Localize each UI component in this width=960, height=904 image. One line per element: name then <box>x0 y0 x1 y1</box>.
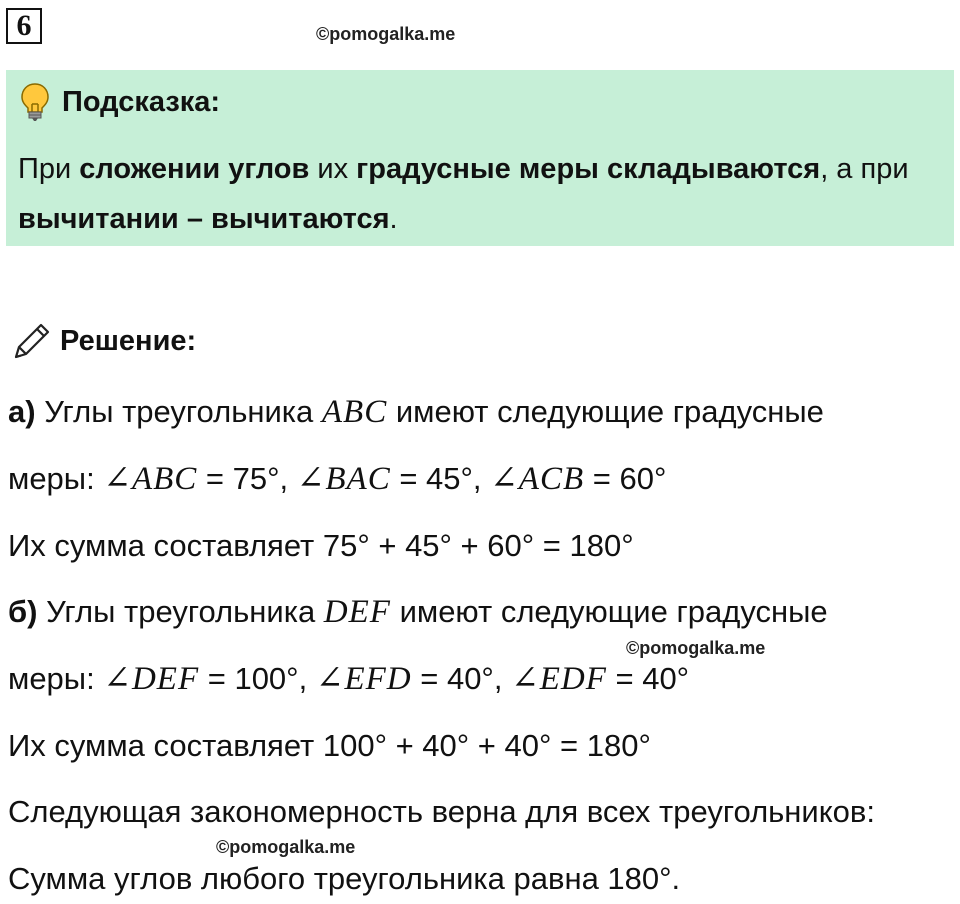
angle-name: ∠EFD <box>315 661 412 697</box>
conclusion-line-1: Следующая закономерность верна для всех треугольников: <box>8 794 875 829</box>
text: Углы треугольника <box>35 394 322 429</box>
lightbulb-icon <box>20 82 50 122</box>
watermark: ©pomogalka.me <box>216 837 356 857</box>
hint-text <box>18 144 938 244</box>
watermark: ©pomogalka.me <box>626 638 766 658</box>
part-a-intro <box>8 392 824 432</box>
hint-text-segment-bold: сложении углов <box>79 153 310 185</box>
part-b-measures <box>8 659 689 699</box>
part-b-intro <box>8 592 828 632</box>
hint-text-segment: . <box>389 203 398 235</box>
text: имеют следующие градусные <box>387 394 824 429</box>
part-b-label: б) <box>8 594 38 629</box>
part-a-label: а) <box>8 394 36 429</box>
solution-title: Решение: <box>60 324 197 357</box>
angle-value: = 40°, <box>411 661 512 696</box>
hint-text-segment: их <box>309 153 357 185</box>
hint-title: Подсказка: <box>62 85 221 118</box>
angle-name: ∠DEF <box>103 661 200 697</box>
angle-name: ∠EDF <box>511 661 607 697</box>
pencil-icon <box>10 319 54 363</box>
angle-name: ∠ACB <box>490 461 585 497</box>
conclusion-line-2: Сумма углов любого треугольника равна 180°. <box>8 861 681 896</box>
triangle-name: ABC <box>321 394 388 430</box>
angle-name: ∠ABC <box>103 461 198 497</box>
angle-value: = 60° <box>584 461 667 496</box>
angle-value: = 40° <box>606 661 690 696</box>
hint-text-segment-bold: вычитании – вычитаются <box>18 203 390 235</box>
hint-text-segment: При <box>18 153 80 185</box>
task-number-box: 6 <box>6 8 42 44</box>
angle-name: ∠BAC <box>296 461 391 497</box>
angle-value: = 100°, <box>199 661 316 696</box>
part-a-sum: Их сумма составляет 75° + 45° + 60° = 180° <box>8 528 634 563</box>
part-a-measures <box>8 459 666 499</box>
hint-box <box>6 70 954 246</box>
hint-text-segment-bold: градусные меры складываются <box>356 153 821 185</box>
triangle-name: DEF <box>323 594 391 630</box>
part-b-sum: Их сумма составляет 100° + 40° + 40° = 180° <box>8 728 651 763</box>
angle-value: = 45°, <box>390 461 491 496</box>
hint-text-segment: , а при <box>820 153 909 185</box>
solution-header <box>10 318 196 364</box>
text: меры: <box>8 461 104 496</box>
text: меры: <box>8 661 104 696</box>
text: имеют следующие градусные <box>390 594 828 629</box>
hint-header <box>20 82 220 122</box>
text: Углы треугольника <box>37 594 324 629</box>
angle-value: = 75°, <box>197 461 297 496</box>
watermark: ©pomogalka.me <box>316 24 456 44</box>
